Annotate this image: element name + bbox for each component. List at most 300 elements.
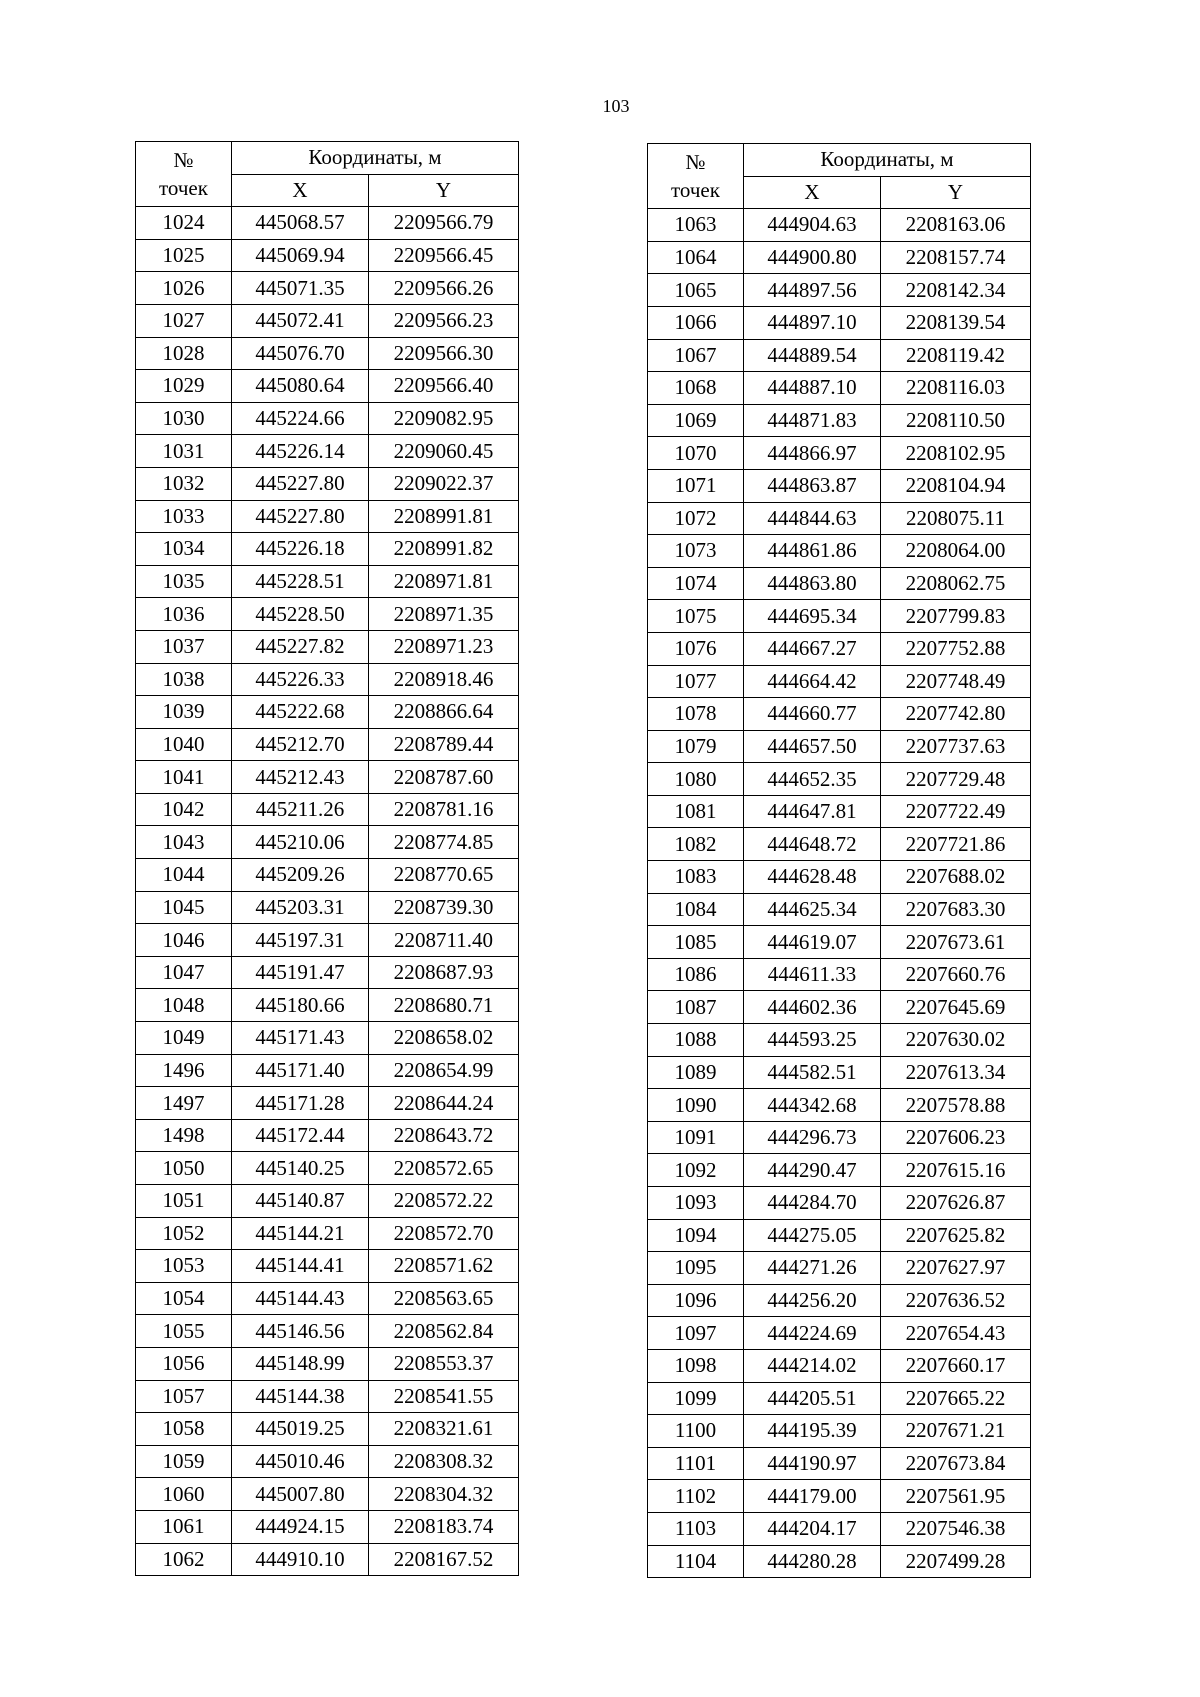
- y-header: Y: [881, 176, 1031, 209]
- x-coordinate-cell: 444900.80: [744, 241, 881, 274]
- table-row: [648, 567, 1031, 600]
- number-sign: №: [173, 147, 194, 172]
- y-coordinate-cell: 2207636.52: [881, 1284, 1031, 1317]
- table-row: [648, 698, 1031, 731]
- points-label: точек: [159, 176, 208, 201]
- x-coordinate-cell: 445140.87: [232, 1185, 369, 1218]
- y-coordinate-cell: 2207645.69: [881, 991, 1031, 1024]
- table-row: [136, 1380, 519, 1413]
- y-coordinate-cell: 2208789.44: [369, 728, 519, 761]
- x-coordinate-cell: 444179.00: [744, 1480, 881, 1513]
- table-row: [648, 632, 1031, 665]
- y-coordinate-cell: 2207673.84: [881, 1447, 1031, 1480]
- table-row: [648, 1545, 1031, 1578]
- point-number-cell: 1066: [648, 306, 744, 339]
- point-number-cell: 1082: [648, 828, 744, 861]
- point-number-cell: 1057: [136, 1380, 232, 1413]
- point-number-cell: 1077: [648, 665, 744, 698]
- point-number-cell: 1092: [648, 1154, 744, 1187]
- y-coordinate-cell: 2208102.95: [881, 437, 1031, 470]
- x-coordinate-cell: 445072.41: [232, 304, 369, 337]
- x-coordinate-cell: 445171.43: [232, 1022, 369, 1055]
- x-coordinate-cell: 445197.31: [232, 924, 369, 957]
- y-coordinate-cell: 2208110.50: [881, 404, 1031, 437]
- point-number-cell: 1070: [648, 437, 744, 470]
- coordinates-table-right: [647, 143, 1031, 1578]
- x-coordinate-cell: 445226.33: [232, 663, 369, 696]
- y-coordinate-cell: 2207721.86: [881, 828, 1031, 861]
- y-coordinate-cell: 2207630.02: [881, 1024, 1031, 1057]
- point-number-cell: 1096: [648, 1284, 744, 1317]
- y-coordinate-cell: 2207660.76: [881, 958, 1031, 991]
- point-number-cell: 1061: [136, 1510, 232, 1543]
- point-number-cell: 1067: [648, 339, 744, 372]
- table-body-left: [136, 207, 519, 1576]
- point-number-cell: 1043: [136, 826, 232, 859]
- x-coordinate-cell: 445080.64: [232, 370, 369, 403]
- table-row: [648, 665, 1031, 698]
- table-row: [136, 891, 519, 924]
- table-row: [648, 404, 1031, 437]
- x-coordinate-cell: 444290.47: [744, 1154, 881, 1187]
- table-row: [136, 435, 519, 468]
- y-coordinate-cell: 2208116.03: [881, 372, 1031, 405]
- y-coordinate-cell: 2207660.17: [881, 1349, 1031, 1382]
- coordinates-table-left: [135, 141, 519, 1576]
- x-coordinate-cell: 445148.99: [232, 1347, 369, 1380]
- x-coordinate-cell: 444619.07: [744, 926, 881, 959]
- x-coordinate-cell: 445171.28: [232, 1087, 369, 1120]
- y-coordinate-cell: 2208062.75: [881, 567, 1031, 600]
- y-coordinate-cell: 2208654.99: [369, 1054, 519, 1087]
- point-number-cell: 1053: [136, 1250, 232, 1283]
- y-coordinate-cell: 2207561.95: [881, 1480, 1031, 1513]
- table-row: [136, 1413, 519, 1446]
- point-number-cell: 1073: [648, 535, 744, 568]
- y-coordinate-cell: 2207578.88: [881, 1089, 1031, 1122]
- y-coordinate-cell: 2207688.02: [881, 861, 1031, 894]
- y-coordinate-cell: 2209566.23: [369, 304, 519, 337]
- y-coordinate-cell: 2207546.38: [881, 1512, 1031, 1545]
- y-coordinate-cell: 2207673.61: [881, 926, 1031, 959]
- table-row: [136, 1282, 519, 1315]
- y-coordinate-cell: 2209566.26: [369, 272, 519, 305]
- y-coordinate-cell: 2208739.30: [369, 891, 519, 924]
- y-coordinate-cell: 2208571.62: [369, 1250, 519, 1283]
- y-coordinate-cell: 2208774.85: [369, 826, 519, 859]
- table-row: [648, 1317, 1031, 1350]
- y-coordinate-cell: 2208680.71: [369, 989, 519, 1022]
- x-coordinate-cell: 445191.47: [232, 956, 369, 989]
- y-coordinate-cell: 2208064.00: [881, 535, 1031, 568]
- point-number-cell: 1496: [136, 1054, 232, 1087]
- table-row: [136, 337, 519, 370]
- table-row: [648, 958, 1031, 991]
- point-number-cell: 1100: [648, 1415, 744, 1448]
- y-coordinate-cell: 2208075.11: [881, 502, 1031, 535]
- point-number-cell: 1088: [648, 1024, 744, 1057]
- y-coordinate-cell: 2208572.65: [369, 1152, 519, 1185]
- table-row: [648, 1187, 1031, 1220]
- y-coordinate-cell: 2208142.34: [881, 274, 1031, 307]
- table-row: [648, 1349, 1031, 1382]
- table-row: [136, 272, 519, 305]
- x-coordinate-cell: 445211.26: [232, 793, 369, 826]
- point-number-cell: 1048: [136, 989, 232, 1022]
- point-number-header: [648, 144, 744, 209]
- y-coordinate-cell: 2208139.54: [881, 306, 1031, 339]
- y-coordinate-cell: 2207626.87: [881, 1187, 1031, 1220]
- x-coordinate-cell: 445212.70: [232, 728, 369, 761]
- y-coordinate-cell: 2207671.21: [881, 1415, 1031, 1448]
- point-number-cell: 1026: [136, 272, 232, 305]
- point-number-cell: 1033: [136, 500, 232, 533]
- point-number-cell: 1090: [648, 1089, 744, 1122]
- table-row: [136, 1119, 519, 1152]
- y-coordinate-cell: 2209060.45: [369, 435, 519, 468]
- y-coordinate-cell: 2208658.02: [369, 1022, 519, 1055]
- y-coordinate-cell: 2208553.37: [369, 1347, 519, 1380]
- table-row: [648, 339, 1031, 372]
- x-coordinate-cell: 445071.35: [232, 272, 369, 305]
- table-row: [136, 1152, 519, 1185]
- x-coordinate-cell: 444625.34: [744, 893, 881, 926]
- table-row: [648, 1056, 1031, 1089]
- x-coordinate-cell: 444214.02: [744, 1349, 881, 1382]
- point-number-cell: 1084: [648, 893, 744, 926]
- x-coordinate-cell: 444284.70: [744, 1187, 881, 1220]
- table-row: [648, 1284, 1031, 1317]
- table-row: [648, 795, 1031, 828]
- table-row: [136, 1315, 519, 1348]
- point-number-cell: 1035: [136, 565, 232, 598]
- x-coordinate-cell: 444190.97: [744, 1447, 881, 1480]
- table-row: [136, 859, 519, 892]
- point-number-cell: 1055: [136, 1315, 232, 1348]
- y-coordinate-cell: 2207799.83: [881, 600, 1031, 633]
- table-row: [136, 989, 519, 1022]
- point-number-cell: 1047: [136, 956, 232, 989]
- x-coordinate-cell: 445227.80: [232, 467, 369, 500]
- table-row: [648, 274, 1031, 307]
- table-row: [648, 1024, 1031, 1057]
- point-number-cell: 1104: [648, 1545, 744, 1578]
- table-row: [136, 1054, 519, 1087]
- x-coordinate-cell: 444582.51: [744, 1056, 881, 1089]
- point-number-cell: 1030: [136, 402, 232, 435]
- y-coordinate-cell: 2208104.94: [881, 469, 1031, 502]
- table-row: [136, 1510, 519, 1543]
- point-number-cell: 1054: [136, 1282, 232, 1315]
- point-number-cell: 1044: [136, 859, 232, 892]
- x-coordinate-cell: 444256.20: [744, 1284, 881, 1317]
- x-coordinate-cell: 444863.87: [744, 469, 881, 502]
- y-coordinate-cell: 2208304.32: [369, 1478, 519, 1511]
- table-row: [136, 793, 519, 826]
- x-coordinate-cell: 445144.41: [232, 1250, 369, 1283]
- x-coordinate-cell: 445212.43: [232, 761, 369, 794]
- x-coordinate-cell: 444924.15: [232, 1510, 369, 1543]
- point-number-cell: 1083: [648, 861, 744, 894]
- table-row: [136, 728, 519, 761]
- coordinates-header: Координаты, м: [232, 142, 519, 175]
- point-number-cell: 1045: [136, 891, 232, 924]
- point-number-cell: 1095: [648, 1252, 744, 1285]
- x-coordinate-cell: 444280.28: [744, 1545, 881, 1578]
- table-row: [648, 1382, 1031, 1415]
- y-coordinate-cell: 2208787.60: [369, 761, 519, 794]
- point-number-cell: 1052: [136, 1217, 232, 1250]
- y-coordinate-cell: 2207615.16: [881, 1154, 1031, 1187]
- point-number-cell: 1063: [648, 209, 744, 242]
- x-coordinate-cell: 445010.46: [232, 1445, 369, 1478]
- number-sign: №: [685, 149, 706, 174]
- x-coordinate-cell: 445228.50: [232, 598, 369, 631]
- x-coordinate-cell: 444611.33: [744, 958, 881, 991]
- y-coordinate-cell: 2208991.81: [369, 500, 519, 533]
- y-coordinate-cell: 2208781.16: [369, 793, 519, 826]
- x-coordinate-cell: 445227.82: [232, 630, 369, 663]
- point-number-cell: 1081: [648, 795, 744, 828]
- point-number-cell: 1029: [136, 370, 232, 403]
- x-coordinate-cell: 444204.17: [744, 1512, 881, 1545]
- point-number-cell: 1093: [648, 1187, 744, 1220]
- table-row: [648, 763, 1031, 796]
- y-coordinate-cell: 2207613.34: [881, 1056, 1031, 1089]
- x-coordinate-cell: 444904.63: [744, 209, 881, 242]
- x-coordinate-cell: 445140.25: [232, 1152, 369, 1185]
- x-header: X: [232, 174, 369, 207]
- table-row: [136, 924, 519, 957]
- y-coordinate-cell: 2209566.79: [369, 207, 519, 240]
- x-coordinate-cell: 445068.57: [232, 207, 369, 240]
- table-row: [648, 1447, 1031, 1480]
- table-row: [648, 600, 1031, 633]
- point-number-cell: 1028: [136, 337, 232, 370]
- table-row: [648, 1252, 1031, 1285]
- point-number-cell: 1034: [136, 533, 232, 566]
- y-coordinate-cell: 2208541.55: [369, 1380, 519, 1413]
- point-number-cell: 1076: [648, 632, 744, 665]
- x-coordinate-cell: 444224.69: [744, 1317, 881, 1350]
- point-number-cell: 1049: [136, 1022, 232, 1055]
- y-coordinate-cell: 2208643.72: [369, 1119, 519, 1152]
- table-row: [648, 893, 1031, 926]
- point-number-cell: 1038: [136, 663, 232, 696]
- table-row: [136, 239, 519, 272]
- y-coordinate-cell: 2208119.42: [881, 339, 1031, 372]
- table-row: [136, 533, 519, 566]
- table-row: [136, 1022, 519, 1055]
- table-row: [648, 209, 1031, 242]
- y-coordinate-cell: 2209566.45: [369, 239, 519, 272]
- table-row: [648, 1089, 1031, 1122]
- point-number-cell: 1087: [648, 991, 744, 1024]
- table-row: [648, 437, 1031, 470]
- x-coordinate-cell: 444861.86: [744, 535, 881, 568]
- y-coordinate-cell: 2207737.63: [881, 730, 1031, 763]
- x-coordinate-cell: 444871.83: [744, 404, 881, 437]
- point-number-cell: 1102: [648, 1480, 744, 1513]
- x-coordinate-cell: 445226.18: [232, 533, 369, 566]
- point-number-cell: 1025: [136, 239, 232, 272]
- y-coordinate-cell: 2207729.48: [881, 763, 1031, 796]
- table-row: [648, 372, 1031, 405]
- table-row: [136, 1087, 519, 1120]
- point-number-cell: 1064: [648, 241, 744, 274]
- point-number-cell: 1040: [136, 728, 232, 761]
- table-row: [136, 696, 519, 729]
- y-coordinate-cell: 2208687.93: [369, 956, 519, 989]
- y-coordinate-cell: 2207627.97: [881, 1252, 1031, 1285]
- point-number-cell: 1041: [136, 761, 232, 794]
- point-number-cell: 1056: [136, 1347, 232, 1380]
- table-row: [136, 402, 519, 435]
- y-coordinate-cell: 2207606.23: [881, 1121, 1031, 1154]
- x-coordinate-cell: 445007.80: [232, 1478, 369, 1511]
- point-number-cell: 1027: [136, 304, 232, 337]
- table-row: [136, 207, 519, 240]
- table-row: [136, 1445, 519, 1478]
- y-coordinate-cell: 2207748.49: [881, 665, 1031, 698]
- point-number-header: [136, 142, 232, 207]
- point-number-cell: 1046: [136, 924, 232, 957]
- y-coordinate-cell: 2207654.43: [881, 1317, 1031, 1350]
- x-coordinate-cell: 444593.25: [744, 1024, 881, 1057]
- point-number-cell: 1032: [136, 467, 232, 500]
- point-number-cell: 1498: [136, 1119, 232, 1152]
- point-number-cell: 1072: [648, 502, 744, 535]
- y-coordinate-cell: 2208971.23: [369, 630, 519, 663]
- x-coordinate-cell: 445224.66: [232, 402, 369, 435]
- point-number-cell: 1065: [648, 274, 744, 307]
- table-row: [136, 761, 519, 794]
- table-row: [648, 469, 1031, 502]
- table-row: [648, 241, 1031, 274]
- x-coordinate-cell: 444695.34: [744, 600, 881, 633]
- y-coordinate-cell: 2208308.32: [369, 1445, 519, 1478]
- point-number-cell: 1103: [648, 1512, 744, 1545]
- table-row: [648, 502, 1031, 535]
- y-coordinate-cell: 2208562.84: [369, 1315, 519, 1348]
- y-coordinate-cell: 2208971.35: [369, 598, 519, 631]
- x-coordinate-cell: 445209.26: [232, 859, 369, 892]
- x-coordinate-cell: 444866.97: [744, 437, 881, 470]
- x-coordinate-cell: 445144.21: [232, 1217, 369, 1250]
- x-coordinate-cell: 445144.43: [232, 1282, 369, 1315]
- y-coordinate-cell: 2207665.22: [881, 1382, 1031, 1415]
- point-number-cell: 1086: [648, 958, 744, 991]
- table-row: [648, 535, 1031, 568]
- y-coordinate-cell: 2208167.52: [369, 1543, 519, 1576]
- x-coordinate-cell: 445227.80: [232, 500, 369, 533]
- table-row: [648, 730, 1031, 763]
- y-coordinate-cell: 2209566.30: [369, 337, 519, 370]
- y-coordinate-cell: 2208183.74: [369, 1510, 519, 1543]
- y-coordinate-cell: 2208644.24: [369, 1087, 519, 1120]
- table-row: [648, 991, 1031, 1024]
- x-coordinate-cell: 444602.36: [744, 991, 881, 1024]
- x-coordinate-cell: 445076.70: [232, 337, 369, 370]
- x-coordinate-cell: 445222.68: [232, 696, 369, 729]
- table-row: [136, 1543, 519, 1576]
- x-coordinate-cell: 444660.77: [744, 698, 881, 731]
- x-coordinate-cell: 445226.14: [232, 435, 369, 468]
- x-coordinate-cell: 444657.50: [744, 730, 881, 763]
- table-row: [136, 598, 519, 631]
- point-number-cell: 1098: [648, 1349, 744, 1382]
- x-coordinate-cell: 445172.44: [232, 1119, 369, 1152]
- x-header: X: [744, 176, 881, 209]
- point-number-cell: 1031: [136, 435, 232, 468]
- point-number-cell: 1079: [648, 730, 744, 763]
- x-coordinate-cell: 444844.63: [744, 502, 881, 535]
- x-coordinate-cell: 445180.66: [232, 989, 369, 1022]
- x-coordinate-cell: 444647.81: [744, 795, 881, 828]
- point-number-cell: 1069: [648, 404, 744, 437]
- y-header: Y: [369, 174, 519, 207]
- point-number-cell: 1068: [648, 372, 744, 405]
- y-coordinate-cell: 2207752.88: [881, 632, 1031, 665]
- table-row: [136, 1250, 519, 1283]
- x-coordinate-cell: 444342.68: [744, 1089, 881, 1122]
- x-coordinate-cell: 444887.10: [744, 372, 881, 405]
- point-number-cell: 1094: [648, 1219, 744, 1252]
- y-coordinate-cell: 2208563.65: [369, 1282, 519, 1315]
- y-coordinate-cell: 2208711.40: [369, 924, 519, 957]
- y-coordinate-cell: 2209022.37: [369, 467, 519, 500]
- y-coordinate-cell: 2208971.81: [369, 565, 519, 598]
- y-coordinate-cell: 2207742.80: [881, 698, 1031, 731]
- point-number-cell: 1042: [136, 793, 232, 826]
- point-number-cell: 1024: [136, 207, 232, 240]
- y-coordinate-cell: 2208572.22: [369, 1185, 519, 1218]
- x-coordinate-cell: 444628.48: [744, 861, 881, 894]
- point-number-cell: 1058: [136, 1413, 232, 1446]
- x-coordinate-cell: 444275.05: [744, 1219, 881, 1252]
- y-coordinate-cell: 2207722.49: [881, 795, 1031, 828]
- table-row: [136, 1478, 519, 1511]
- y-coordinate-cell: 2209082.95: [369, 402, 519, 435]
- table-row: [136, 565, 519, 598]
- table-row: [648, 1154, 1031, 1187]
- point-number-cell: 1039: [136, 696, 232, 729]
- table-row: [648, 1219, 1031, 1252]
- y-coordinate-cell: 2207499.28: [881, 1545, 1031, 1578]
- x-coordinate-cell: 445069.94: [232, 239, 369, 272]
- x-coordinate-cell: 444863.80: [744, 567, 881, 600]
- x-coordinate-cell: 445203.31: [232, 891, 369, 924]
- table-row: [136, 500, 519, 533]
- point-number-cell: 1036: [136, 598, 232, 631]
- table-row: [648, 306, 1031, 339]
- x-coordinate-cell: 444195.39: [744, 1415, 881, 1448]
- table-row: [648, 1512, 1031, 1545]
- table-row: [648, 926, 1031, 959]
- table-row: [136, 1185, 519, 1218]
- table-row: [136, 304, 519, 337]
- table-row: [136, 826, 519, 859]
- point-number-cell: 1097: [648, 1317, 744, 1350]
- x-coordinate-cell: 444897.56: [744, 274, 881, 307]
- point-number-cell: 1071: [648, 469, 744, 502]
- x-coordinate-cell: 445228.51: [232, 565, 369, 598]
- y-coordinate-cell: 2208157.74: [881, 241, 1031, 274]
- x-coordinate-cell: 444664.42: [744, 665, 881, 698]
- point-number-cell: 1085: [648, 926, 744, 959]
- point-number-cell: 1062: [136, 1543, 232, 1576]
- table-row: [648, 828, 1031, 861]
